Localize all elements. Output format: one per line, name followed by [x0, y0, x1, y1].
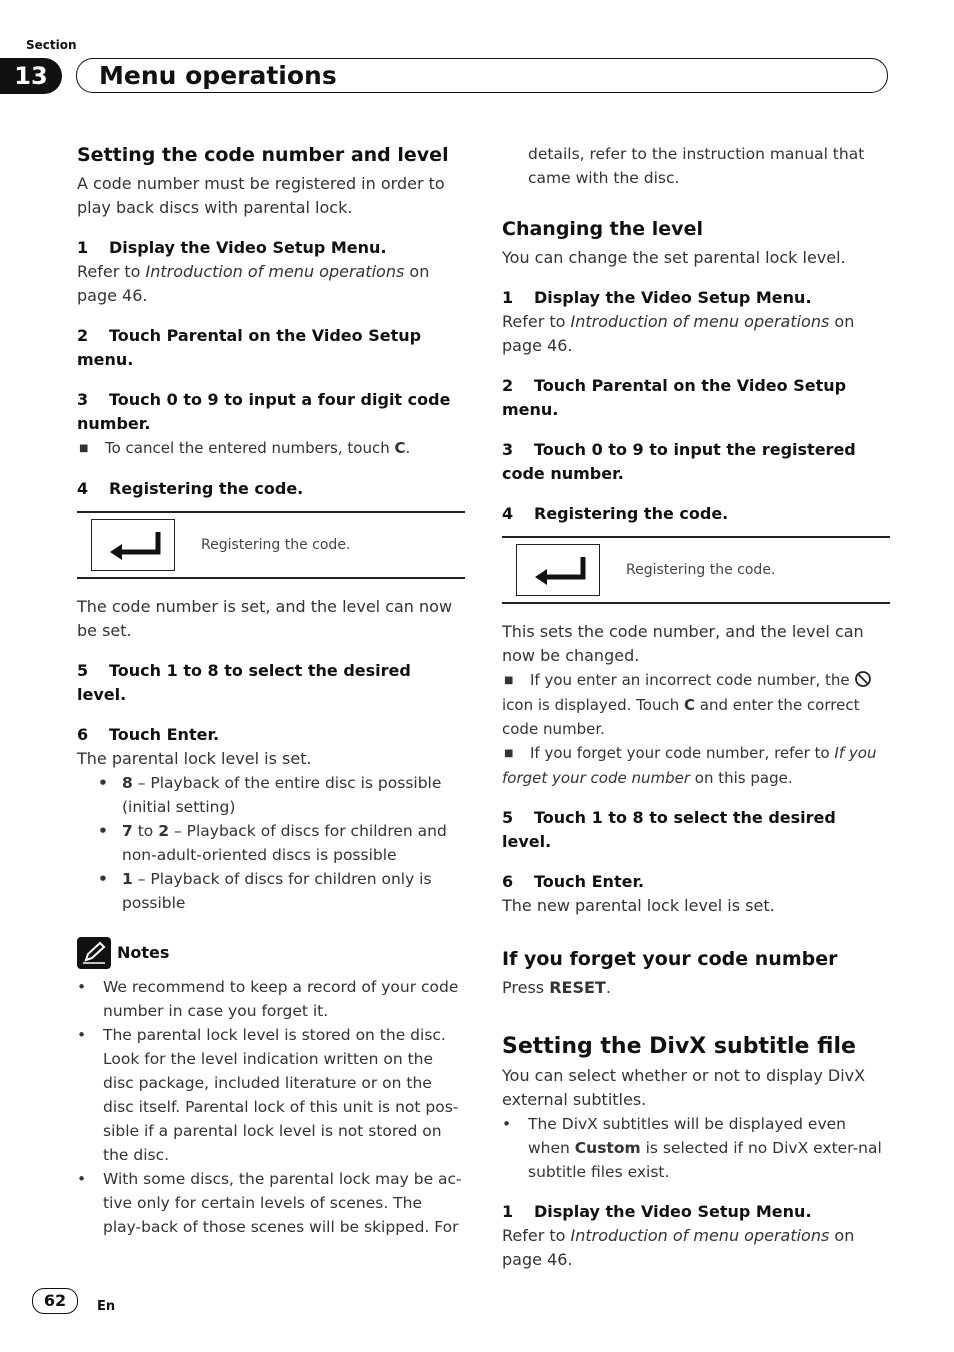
heading-changing-level: Changing the level: [502, 218, 703, 240]
enter-caption: Registering the code.: [626, 562, 776, 578]
note-item: • With some discs, the parental lock may be ac-tive only for certain levels of scenes. The play-back of those scenes will be skipped. For: [77, 1170, 462, 1236]
incorrect-code-note: ■ If you enter an incorrect code number, the icon is displayed. Touch C and enter the correct code number.: [502, 668, 890, 741]
step-6: 6 Touch Enter.: [77, 725, 220, 744]
step-5: 5 Touch 1 to 8 to select the desired level.: [502, 808, 836, 851]
title-pill: [76, 58, 888, 93]
enter-figure: [77, 511, 465, 579]
note-item: • The parental lock level is stored on the disc. Look for the level indication written on the disc package, included literature or on the disc itself. Parental lock of this unit is not pos-sible if a parental lock level is not stored on the disc.: [77, 1026, 459, 1164]
page-number: 62: [32, 1288, 78, 1314]
step-1-reference: Refer to Introduction of menu operations on page 46.: [77, 262, 430, 305]
square-bullet-icon: ■: [79, 443, 89, 454]
change-intro: You can change the set parental lock level.: [502, 248, 846, 267]
step-6-result: The parental lock level is set.: [77, 749, 312, 768]
enter-caption: Registering the code.: [201, 537, 351, 553]
step-1: 1 Display the Video Setup Menu.: [502, 288, 812, 307]
after-enter-text: This sets the code number, and the level can now be changed.: [502, 622, 864, 665]
after-enter-text: The code number is set, and the level can now be set.: [77, 597, 453, 640]
divx-intro: You can select whether or not to display DivX external subtitles.: [502, 1066, 866, 1109]
step-3: 3 Touch 0 to 9 to input the registered code number.: [502, 440, 856, 483]
divx-bullet: • The DivX subtitles will be displayed even when Custom is selected if no DivX exter-nal subtitle files exist.: [502, 1115, 882, 1181]
square-bullet-icon: ■: [504, 748, 514, 759]
intro-text: A code number must be registered in order to play back discs with parental lock.: [77, 174, 445, 217]
forget-code-note: ■ If you forget your code number, refer to If you forget your code number on this page.: [502, 744, 877, 787]
language-label: En: [97, 1299, 116, 1314]
continued-text: details, refer to the instruction manual that came with the disc.: [528, 145, 865, 187]
step-1-reference: Refer to Introduction of menu operations on page 46.: [502, 312, 855, 355]
enter-button: [516, 544, 600, 596]
square-bullet-icon: ■: [504, 675, 514, 686]
step-4: 4 Registering the code.: [502, 504, 729, 523]
level-item: • 1 – Playback of discs for children only is possible: [98, 870, 432, 912]
heading-setting-code: Setting the code number and level: [77, 144, 449, 166]
step-6-result: The new parental lock level is set.: [502, 896, 775, 915]
enter-arrow-icon: [517, 545, 601, 597]
enter-button: [91, 519, 175, 571]
step-6: 6 Touch Enter.: [502, 872, 645, 891]
note-item: • We recommend to keep a record of your code number in case you forget it.: [77, 978, 459, 1020]
heading-divx-subtitle: Setting the DivX subtitle file: [502, 1034, 856, 1059]
step-5: 5 Touch 1 to 8 to select the desired level.: [77, 661, 411, 704]
pencil-icon: [77, 937, 111, 969]
section-label: Section: [26, 38, 77, 52]
divx-step-1-reference: Refer to Introduction of menu operations on page 46.: [502, 1226, 855, 1269]
heading-forget-code: If you forget your code number: [502, 948, 838, 970]
step-3: 3 Touch 0 to 9 to input a four digit code number.: [77, 390, 451, 433]
step-3-note: ■ To cancel the entered numbers, touch C.: [77, 436, 465, 461]
level-item: • 8 – Playback of the entire disc is possible (initial setting): [98, 774, 442, 816]
notes-heading: Notes: [77, 937, 465, 969]
divx-step-1: 1 Display the Video Setup Menu.: [502, 1202, 812, 1221]
press-reset-text: Press RESET.: [502, 978, 611, 997]
enter-arrow-icon: [92, 520, 176, 572]
step-1: 1 Display the Video Setup Menu.: [77, 238, 387, 257]
page-title: Menu operations: [99, 61, 337, 90]
right-column: [502, 142, 890, 1272]
enter-figure: [502, 536, 890, 604]
level-item: • 7 to 2 – Playback of discs for children and non-adult-oriented discs is possible: [98, 822, 447, 864]
left-column: [77, 142, 465, 1239]
step-2: 2 Touch Parental on the Video Setup menu.: [77, 326, 422, 369]
prohibited-icon: [854, 670, 872, 688]
step-4: 4 Registering the code.: [77, 479, 304, 498]
section-number-badge: 13: [0, 58, 62, 94]
step-2: 2 Touch Parental on the Video Setup menu.: [502, 376, 847, 419]
